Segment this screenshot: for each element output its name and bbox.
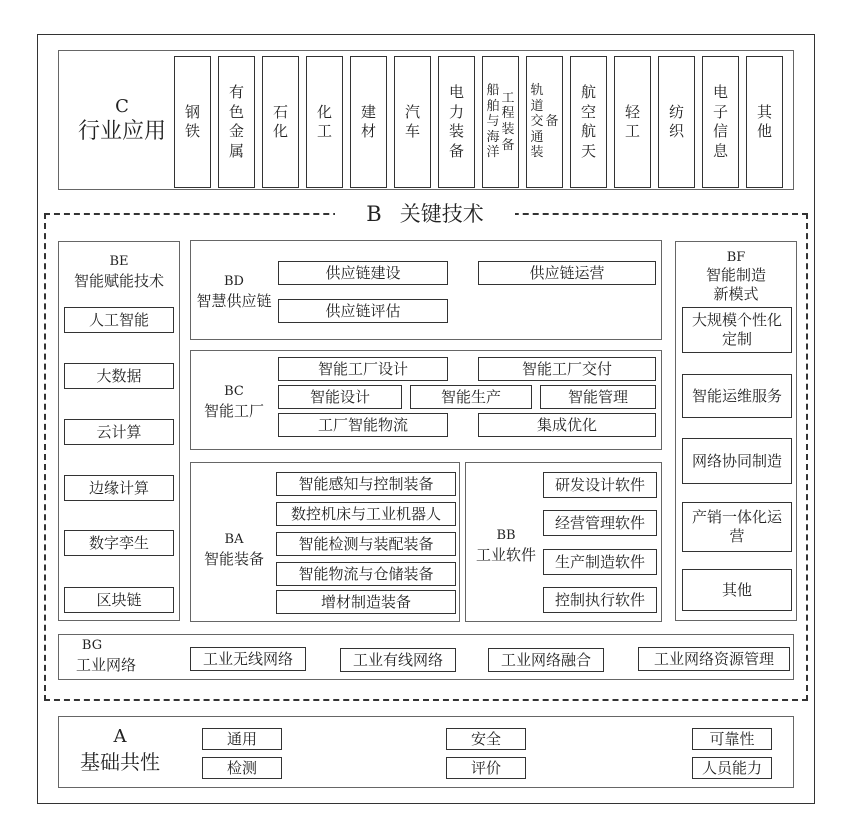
industry-item: [350, 56, 387, 188]
network-item: 工业网络资源管理: [638, 647, 790, 671]
supply-chain-item: 供应链评估: [278, 299, 448, 323]
enabling-tech-item: 区块链: [64, 587, 174, 613]
equipment-item: 智能检测与装配装备: [276, 532, 456, 556]
panel-bd-code: BD: [224, 274, 244, 289]
factory-item: 智能工厂交付: [478, 357, 656, 381]
panel-bf-title-line2: 新模式: [713, 285, 759, 303]
software-item: 生产制造软件: [543, 549, 657, 575]
industry-item: [658, 56, 695, 188]
equipment-item: 增材制造装备: [276, 590, 456, 614]
foundation-item: 评价: [446, 757, 526, 779]
section-b-header: [335, 200, 515, 228]
factory-item: 集成优化: [478, 413, 656, 437]
industry-item-label: 钢 铁: [184, 102, 200, 140]
section-c-code: C: [115, 96, 129, 117]
factory-item: 智能管理: [540, 385, 656, 409]
software-item: 控制执行软件: [543, 587, 657, 613]
panel-bg-code: BG: [81, 638, 103, 653]
network-item: 工业无线网络: [190, 647, 306, 671]
industry-item-label: 电 力 装 备: [448, 83, 464, 160]
industry-item: [702, 56, 739, 188]
new-mode-item: 网络协同制造: [682, 438, 792, 484]
software-item: 经营管理软件: [543, 510, 657, 536]
section-a-code: A: [113, 726, 127, 747]
new-mode-item: 产销一体化运营: [682, 502, 792, 552]
section-b-code: B: [366, 201, 382, 226]
industry-item-label: 其 他: [756, 102, 772, 140]
industry-item-label: 建 材: [360, 102, 376, 140]
foundation-item: 检测: [202, 757, 282, 779]
industry-item-label: 船 舶 与 海 洋 工 程 装 备: [486, 83, 515, 161]
industry-item: [262, 56, 299, 188]
enabling-tech-item: 数字孪生: [64, 530, 174, 556]
industry-item: [306, 56, 343, 188]
foundation-item: 人员能力: [692, 757, 772, 779]
industry-item-label: 石 化: [272, 102, 288, 140]
new-mode-item: 智能运维服务: [682, 374, 792, 418]
industry-item: [746, 56, 783, 188]
enabling-tech-item: 云计算: [64, 419, 174, 445]
enabling-tech-item: 人工智能: [64, 307, 174, 333]
industry-item-label: 轻 工: [624, 102, 640, 140]
industry-item: [438, 56, 475, 188]
factory-item: 智能设计: [278, 385, 402, 409]
enabling-tech-item: 大数据: [64, 363, 174, 389]
panel-be-code: BE: [109, 254, 129, 269]
new-mode-item: 其他: [682, 569, 792, 611]
industry-item-label: 轨 道 交 通 装 备: [530, 83, 559, 161]
industry-item: [394, 56, 431, 188]
panel-bb-code: BB: [496, 528, 516, 543]
panel-bf-code: BF: [726, 250, 746, 265]
section-c-title: 行业应用: [77, 119, 166, 144]
industry-item-label: 汽 车: [404, 102, 420, 140]
industry-item-label: 电 子 信 息: [712, 83, 728, 160]
equipment-item: 智能感知与控制装备: [276, 472, 456, 496]
supply-chain-item: 供应链运营: [478, 261, 656, 285]
section-a-title: 基础共性: [80, 750, 160, 774]
foundation-item: 安全: [446, 728, 526, 750]
foundation-item: 通用: [202, 728, 282, 750]
new-mode-item: 大规模个性化定制: [682, 307, 792, 353]
panel-ba-code: BA: [224, 532, 244, 547]
foundation-item: 可靠性: [692, 728, 772, 750]
equipment-item: 数控机床与工业机器人: [276, 502, 456, 526]
panel-bd-title: 智慧供应链: [196, 292, 272, 310]
factory-item: 智能工厂设计: [278, 357, 448, 381]
enabling-tech-item: 边缘计算: [64, 475, 174, 501]
network-item: 工业有线网络: [340, 648, 456, 672]
section-b-title: 关键技术: [399, 201, 484, 226]
panel-bc-code: BC: [224, 384, 244, 399]
industry-item: [174, 56, 211, 188]
industry-item-label: 有 色 金 属: [228, 83, 244, 160]
software-item: 研发设计软件: [543, 472, 657, 498]
industry-item: [482, 56, 519, 188]
industry-item-label: 化 工: [316, 102, 332, 140]
industry-item: [526, 56, 563, 188]
industry-item: [614, 56, 651, 188]
industry-item-label: 纺 织: [668, 102, 684, 140]
factory-item: 智能生产: [410, 385, 532, 409]
industry-item: [218, 56, 255, 188]
supply-chain-item: 供应链建设: [278, 261, 448, 285]
factory-item: 工厂智能物流: [278, 413, 448, 437]
panel-bb-title: 工业软件: [475, 546, 536, 564]
panel-bc-title: 智能工厂: [203, 402, 264, 420]
network-item: 工业网络融合: [488, 648, 604, 672]
panel-bg-title: 工业网络: [75, 656, 136, 674]
panel-bf-title-line1: 智能制造: [705, 266, 766, 284]
panel-ba-title: 智能装备: [203, 550, 264, 568]
panel-be-title: 智能赋能技术: [73, 272, 164, 290]
industry-item: [570, 56, 607, 188]
equipment-item: 智能物流与仓储装备: [276, 562, 456, 586]
industry-item-label: 航 空 航 天: [580, 83, 596, 160]
